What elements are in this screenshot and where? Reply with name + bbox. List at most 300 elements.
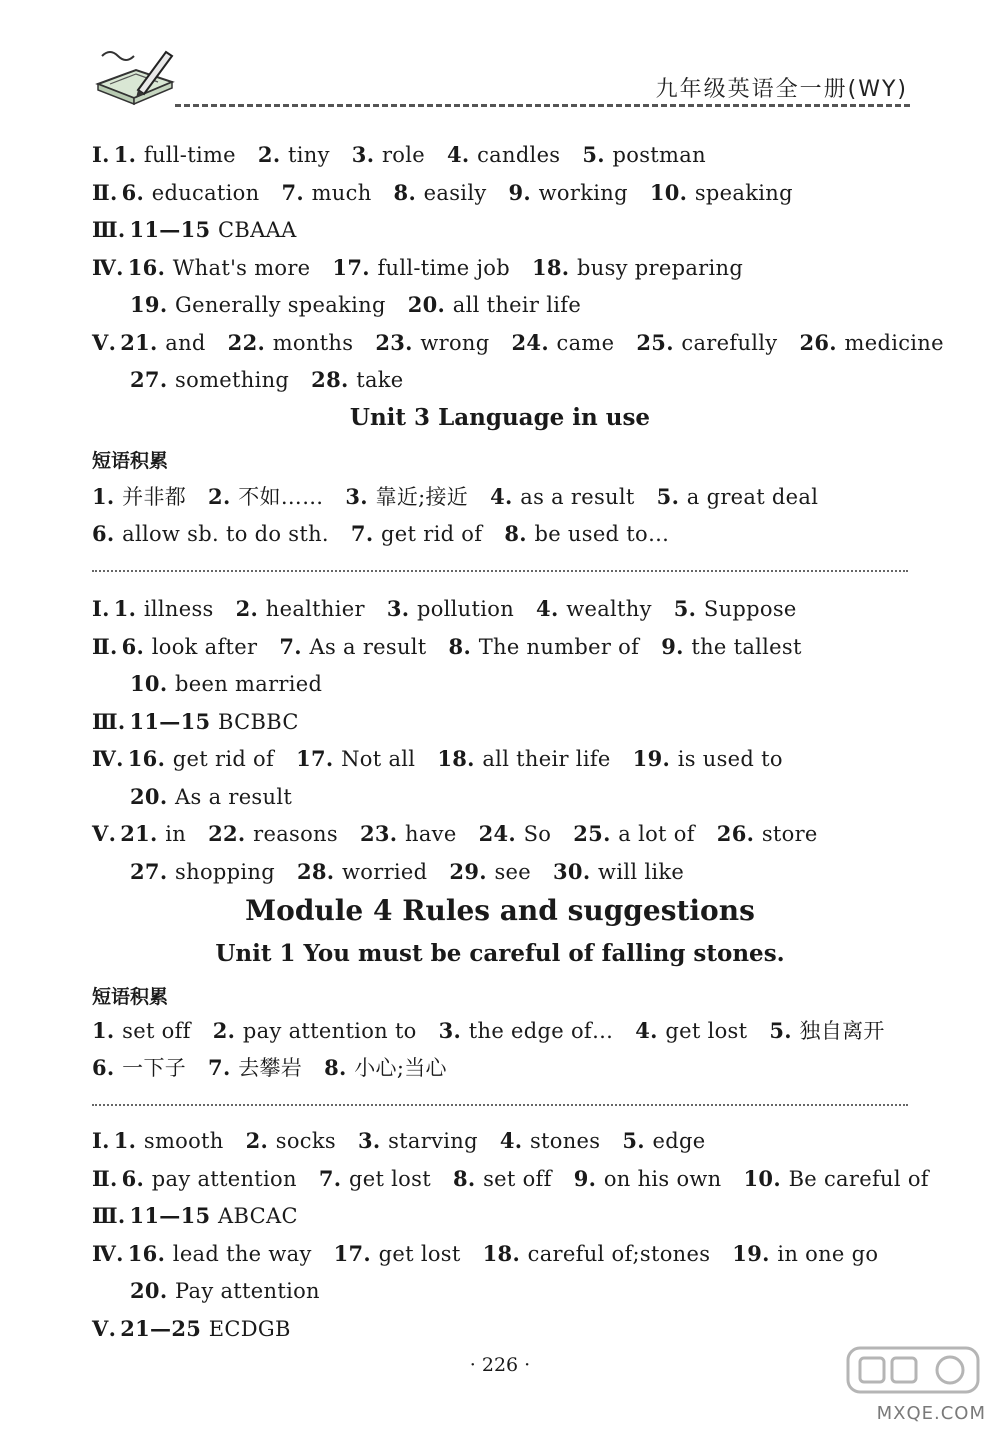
item-answer: the tallest (691, 634, 802, 659)
item-answer: careful of;stones (527, 1241, 711, 1266)
item-number: 18. (482, 1240, 528, 1266)
item-answer: Suppose (703, 597, 797, 621)
item-number: 28. (296, 858, 343, 884)
item-number: 4. (490, 484, 521, 509)
item-number: 4. (446, 142, 478, 167)
answer-item (129, 1204, 297, 1228)
item-answer: get rid of (172, 747, 275, 771)
answer-item (114, 143, 236, 167)
item-number: 7. (279, 633, 310, 659)
answer-item (439, 1019, 614, 1043)
unit3-phrases-heading: 短语积累 (92, 450, 169, 472)
item-number: 16. (127, 254, 173, 280)
item-answer: medicine (844, 330, 944, 355)
answer-item (281, 181, 371, 205)
item-number: 26. (799, 329, 845, 355)
item-number: 25. (636, 329, 682, 355)
item-number: 7. (318, 1165, 349, 1191)
answer-item (114, 597, 214, 621)
item-answer: look after (151, 634, 258, 659)
item-number: 20. (407, 292, 453, 317)
answer-item (661, 635, 802, 659)
item-number: 3. (351, 142, 382, 167)
answer-item (130, 1279, 320, 1303)
answer-item (114, 1129, 224, 1153)
item-answer: working (538, 180, 628, 205)
answer-item (657, 485, 819, 509)
answer-row (92, 1316, 313, 1342)
item-answer: busy preparing (577, 255, 744, 280)
answer-item (319, 1167, 431, 1191)
item-answer: is used to (677, 747, 783, 771)
item-answer: get lost (665, 1019, 748, 1043)
roman-numeral: Ⅴ. (92, 329, 117, 355)
answer-row (92, 821, 840, 847)
answer-item (130, 293, 386, 317)
answer-item (92, 1056, 186, 1080)
item-number: 21. (120, 329, 166, 355)
answer-row (92, 1203, 320, 1229)
answer-item (449, 635, 640, 659)
item-number: 19. (130, 292, 176, 317)
item-number: 9. (508, 179, 539, 205)
answer-item (650, 181, 793, 205)
item-answer: BCBBC (218, 709, 299, 734)
answer-item (129, 710, 298, 734)
answer-row (92, 180, 815, 206)
item-number: 22. (208, 821, 254, 846)
item-number: 23. (375, 329, 421, 355)
answer-item (129, 218, 296, 242)
item-number: 1. (92, 1018, 123, 1043)
roman-numeral: Ⅲ. (92, 1203, 126, 1228)
module4-phrases-heading: 短语积累 (92, 986, 169, 1008)
item-number: 17. (333, 1240, 379, 1266)
item-answer: So (523, 822, 552, 846)
item-answer: socks (275, 1129, 336, 1153)
item-number: 8. (448, 633, 479, 659)
item-number: 6. (121, 633, 152, 659)
book-title: 九年级英语全一册(WY) (655, 77, 908, 102)
item-answer: easily (423, 180, 487, 205)
module4-title: Module 4 Rules and suggestions (245, 894, 755, 927)
roman-numeral: Ⅲ. (92, 708, 126, 734)
answer-item (483, 1242, 711, 1266)
item-number: 16. (127, 1240, 173, 1266)
item-number: 26. (716, 821, 762, 846)
answer-item (208, 822, 338, 846)
item-answer: stones (529, 1129, 601, 1153)
item-number: 1. (113, 596, 144, 621)
roman-numeral: Ⅱ. (92, 179, 118, 205)
item-answer: in one go (777, 1241, 879, 1266)
item-answer: wealthy (566, 597, 652, 621)
item-answer: reasons (253, 822, 338, 846)
item-number: 27. (130, 367, 176, 392)
item-answer: 独自离开 (799, 1019, 885, 1043)
item-number: 6. (121, 1165, 152, 1191)
answer-item (345, 485, 468, 509)
answer-row (92, 784, 314, 810)
answer-item (297, 860, 427, 884)
item-answer: role (381, 143, 425, 167)
roman-numeral: Ⅰ. (92, 596, 110, 621)
item-answer: get lost (348, 1166, 431, 1191)
item-number: 30. (553, 858, 599, 884)
header-dashed-rule (175, 104, 910, 107)
item-number: 4. (635, 1018, 666, 1043)
item-number: 10. (649, 179, 695, 205)
item-number: 5. (582, 142, 613, 167)
item-answer: edge (652, 1129, 706, 1153)
answer-item (500, 1129, 601, 1153)
answer-row (92, 1166, 951, 1192)
item-answer: lead the way (172, 1241, 312, 1266)
answer-row (92, 142, 728, 168)
answer-item (582, 143, 706, 167)
answer-item (130, 785, 292, 809)
item-answer: CBAAA (218, 218, 297, 242)
answer-row (92, 255, 765, 281)
item-answer: get lost (378, 1241, 461, 1266)
item-number: 1. (113, 1128, 144, 1153)
answer-item (334, 1242, 461, 1266)
answer-row (92, 367, 426, 393)
item-answer: something (175, 368, 290, 392)
answer-item (279, 635, 426, 659)
answer-item (120, 331, 205, 355)
answer-row (54, 521, 691, 547)
item-answer: speaking (694, 180, 793, 205)
answer-row (54, 484, 840, 510)
item-number: 5. (673, 596, 704, 621)
answer-item (130, 368, 289, 392)
item-number: 20. (130, 1278, 176, 1303)
item-answer: store (761, 822, 818, 846)
answer-item (122, 1167, 297, 1191)
item-answer: and (165, 330, 206, 355)
item-answer: take (356, 368, 404, 392)
answer-item (296, 747, 415, 771)
item-number: 11—15 (129, 217, 219, 242)
answer-item (636, 331, 777, 355)
answer-item (622, 1129, 705, 1153)
item-answer: education (151, 180, 260, 205)
answer-item (351, 522, 482, 546)
unit3-divider (92, 570, 908, 572)
item-answer: 一下子 (122, 1056, 187, 1080)
item-number: 20. (130, 783, 176, 809)
item-number: 21. (120, 821, 166, 846)
answer-item (122, 635, 258, 659)
answer-item (574, 1167, 722, 1191)
answer-row (92, 1241, 900, 1267)
answer-item (128, 747, 274, 771)
item-answer: will like (598, 859, 685, 884)
item-answer: tiny (288, 143, 330, 167)
answer-item (799, 331, 943, 355)
answer-row (92, 634, 824, 660)
item-answer: What's more (172, 255, 311, 280)
answer-item (236, 597, 365, 621)
item-answer: months (272, 330, 354, 355)
item-answer: a lot of (618, 822, 695, 846)
answer-item (509, 181, 628, 205)
item-answer: on his own (603, 1166, 722, 1191)
roman-numeral: Ⅰ. (92, 142, 110, 167)
watermark-text: MXQE.COM (876, 1403, 986, 1424)
item-answer: 靠近;接近 (375, 485, 469, 509)
answer-item (449, 860, 531, 884)
item-number: 2. (212, 1018, 243, 1043)
item-answer: worried (342, 859, 428, 884)
item-number: 8. (452, 1165, 484, 1191)
answer-item (394, 181, 487, 205)
roman-numeral: Ⅲ. (92, 217, 126, 242)
item-answer: 去攀岩 (238, 1056, 303, 1080)
item-number: 10. (130, 671, 176, 696)
item-number: 27. (130, 858, 176, 884)
answer-item (504, 522, 669, 546)
roman-numeral: Ⅳ. (92, 1240, 124, 1266)
item-answer: much (311, 180, 372, 205)
roman-numeral: Ⅰ. (92, 1128, 110, 1153)
item-number: 4. (536, 596, 567, 621)
item-answer: all their life (482, 747, 611, 771)
roman-numeral: Ⅱ. (92, 633, 118, 659)
item-number: 11—15 (129, 1203, 219, 1228)
answer-item (437, 747, 610, 771)
item-answer: As a result (175, 784, 293, 809)
item-answer: ABCAC (218, 1204, 298, 1228)
item-answer: allow sb. to do sth. (122, 522, 329, 546)
item-number: 19. (632, 746, 678, 771)
item-number: 10. (743, 1165, 789, 1191)
item-answer: 不如…… (238, 485, 324, 509)
answer-item (258, 143, 330, 167)
answer-item (375, 331, 489, 355)
item-number: 2. (208, 484, 239, 509)
answer-item (128, 1242, 312, 1266)
answer-item (453, 1167, 552, 1191)
item-number: 3. (386, 596, 417, 621)
answer-row (54, 1055, 469, 1081)
item-answer: the edge of… (468, 1019, 614, 1043)
item-answer: Pay attention (175, 1279, 320, 1303)
item-answer: see (494, 859, 531, 884)
answer-item (122, 181, 260, 205)
answer-item (311, 368, 403, 392)
answer-row (92, 217, 319, 243)
answer-item (358, 1129, 478, 1153)
item-number: 19. (732, 1240, 778, 1266)
item-number: 5. (656, 484, 687, 509)
item-number: 2. (245, 1128, 276, 1153)
item-answer: came (556, 330, 615, 355)
item-number: 24. (511, 329, 557, 355)
item-answer: The number of (478, 634, 640, 659)
answer-item (479, 822, 552, 846)
item-answer: as a result (520, 485, 635, 509)
answer-item (332, 256, 510, 280)
item-number: 23. (359, 821, 406, 846)
item-answer: wrong (420, 330, 490, 355)
answer-item (130, 860, 275, 884)
answer-item (769, 1019, 884, 1043)
answer-item (674, 597, 797, 621)
answer-item (732, 1242, 878, 1266)
roman-numeral: Ⅴ. (92, 821, 117, 846)
answer-item (208, 1056, 302, 1080)
item-answer: healthier (265, 597, 365, 621)
item-answer: a great deal (686, 485, 819, 509)
item-answer: full-time job (377, 255, 510, 280)
item-number: 3. (438, 1018, 469, 1043)
item-number: 1. (92, 484, 123, 509)
item-number: 8. (393, 179, 424, 205)
answer-item (387, 597, 514, 621)
item-number: 9. (573, 1165, 604, 1191)
answer-item (208, 485, 323, 509)
answer-row (92, 709, 321, 735)
answer-item (120, 1317, 291, 1341)
answer-item (633, 747, 783, 771)
answer-item (408, 293, 581, 317)
item-answer: ECDGB (208, 1316, 291, 1341)
answer-item (128, 256, 311, 280)
item-number: 5. (769, 1018, 800, 1043)
item-answer: full-time (143, 143, 236, 167)
unit3-title: Unit 3 Language in use (349, 404, 651, 431)
answer-item (360, 822, 457, 846)
item-answer: Generally speaking (175, 293, 386, 317)
answer-item (352, 143, 425, 167)
item-answer: shopping (175, 859, 275, 884)
item-number: 17. (332, 254, 378, 280)
answer-item (228, 331, 354, 355)
item-answer: set off (483, 1166, 552, 1191)
answer-item (447, 143, 560, 167)
answer-row (92, 596, 819, 622)
roman-numeral: Ⅳ. (92, 254, 124, 280)
book-pencil-logo-icon (92, 44, 178, 106)
item-number: 5. (622, 1128, 653, 1153)
answer-item (573, 822, 695, 846)
item-answer: set off (122, 1019, 191, 1043)
answer-item (536, 597, 652, 621)
answer-item (246, 1129, 336, 1153)
answer-row (92, 746, 805, 772)
answer-row (92, 859, 706, 885)
item-answer: pay attention (151, 1166, 297, 1191)
answer-item (512, 331, 615, 355)
answer-item (635, 1019, 747, 1043)
item-answer: get rid of (381, 522, 483, 546)
answer-row (92, 1278, 342, 1304)
item-answer: pollution (416, 597, 515, 621)
item-answer: have (405, 822, 457, 846)
answer-row (92, 671, 344, 697)
item-answer: carefully (681, 330, 778, 355)
item-number: 11—15 (129, 708, 219, 734)
answer-item (120, 822, 186, 846)
answer-row (92, 330, 966, 356)
item-number: 6. (92, 1055, 123, 1080)
item-number: 3. (345, 484, 376, 509)
item-answer: all their life (452, 293, 582, 317)
roman-numeral: Ⅳ. (92, 746, 124, 771)
item-answer: 小心;当心 (354, 1056, 447, 1080)
item-number: 2. (257, 142, 289, 167)
item-number: 7. (281, 179, 312, 205)
item-number: 3. (357, 1128, 389, 1153)
answer-item (744, 1167, 929, 1191)
roman-numeral: Ⅱ. (92, 1165, 118, 1191)
answer-item (324, 1056, 447, 1080)
item-answer: Be careful of (788, 1166, 929, 1191)
item-answer: smooth (143, 1129, 224, 1153)
item-number: 8. (504, 521, 535, 546)
answer-row (92, 292, 603, 318)
item-answer: been married (175, 672, 323, 696)
roman-numeral: Ⅴ. (92, 1315, 117, 1341)
item-answer: Not all (341, 747, 416, 771)
item-number: 6. (121, 179, 152, 205)
item-number: 29. (449, 858, 495, 884)
item-answer: illness (143, 597, 214, 621)
page-number: · 226 · (469, 1354, 531, 1376)
item-number: 8. (324, 1055, 355, 1080)
item-number: 2. (235, 596, 266, 621)
item-number: 17. (296, 746, 342, 771)
answer-item (92, 1019, 191, 1043)
item-number: 24. (478, 821, 524, 846)
item-number: 4. (499, 1128, 530, 1153)
item-number: 25. (573, 821, 619, 846)
item-number: 7. (208, 1055, 239, 1080)
answer-item (490, 485, 635, 509)
answer-item (130, 672, 322, 696)
item-number: 1. (113, 142, 144, 167)
answer-row (92, 1128, 727, 1154)
item-answer: be used to… (534, 522, 670, 546)
item-number: 18. (531, 254, 578, 280)
item-number: 28. (311, 367, 357, 392)
item-answer: pay attention to (242, 1019, 417, 1043)
item-number: 16. (127, 746, 173, 771)
item-answer: postman (612, 143, 706, 167)
item-number: 7. (350, 521, 382, 546)
answer-item (92, 485, 186, 509)
item-answer: 并非都 (122, 485, 187, 509)
answer-item (92, 522, 329, 546)
item-number: 22. (227, 329, 273, 355)
answer-item (717, 822, 818, 846)
answer-row (54, 1018, 907, 1044)
answer-item (553, 860, 684, 884)
item-answer: candles (477, 143, 561, 167)
module4-unit1-title: Unit 1 You must be careful of falling stones. (215, 940, 785, 967)
answer-item (213, 1019, 417, 1043)
item-answer: in (165, 822, 187, 846)
item-answer: As a result (309, 634, 427, 659)
answer-item (532, 256, 743, 280)
item-number: 18. (437, 746, 483, 771)
item-number: 6. (92, 521, 123, 546)
module4-divider (92, 1104, 908, 1106)
item-number: 21—25 (120, 1315, 209, 1341)
item-answer: starving (388, 1129, 478, 1153)
